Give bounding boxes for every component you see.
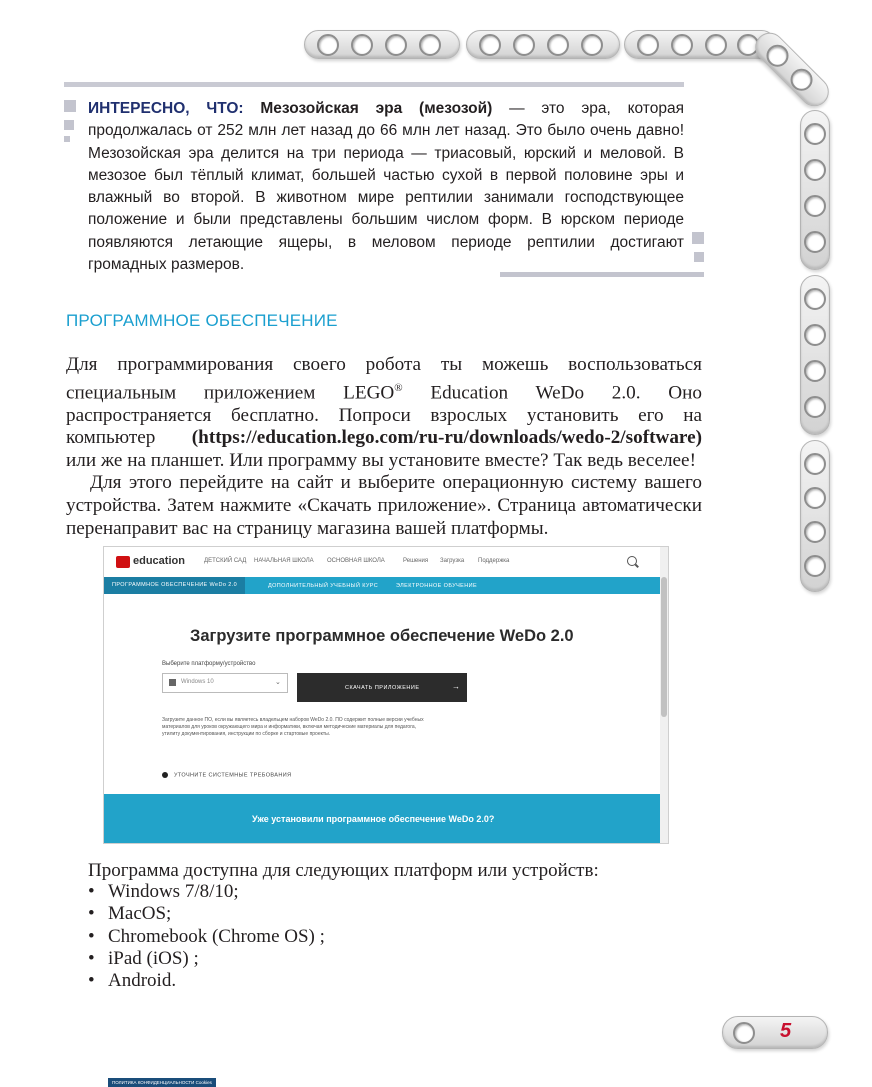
platform-select-value: Windows 10 [181, 679, 214, 685]
lego-logo-icon [116, 556, 130, 568]
list-item: • iPad (iOS) ; [88, 948, 325, 970]
list-item: • Windows 7/8/10; [88, 881, 325, 903]
site-tabs [104, 577, 660, 594]
page-number-beam [722, 1016, 828, 1049]
site-logo: education [133, 555, 185, 567]
lego-beam-decoration [749, 27, 835, 113]
site-nav [104, 547, 660, 577]
p1-before: Для программирования своего робота ты можешь воспользоваться специальным приложением LEGO [66, 354, 702, 403]
tab-software: ПРОГРАММНОЕ ОБЕСПЕЧЕНИЕ WeDo 2.0 [104, 577, 245, 594]
already-installed-text: Уже установили программное обеспечение WeDo 2.0? [252, 814, 495, 824]
windows-icon [169, 679, 176, 686]
lego-beam-decoration [800, 440, 830, 592]
platform-select [162, 673, 288, 693]
lego-beam-decoration [800, 275, 830, 435]
scrollbar [660, 547, 668, 843]
body-text [66, 354, 702, 540]
privacy-footer: ПОЛИТИКА КОНФИДЕНЦИАЛЬНОСТИ Cookies [108, 1078, 216, 1087]
registered-mark: ® [394, 381, 403, 394]
lego-beam-decoration [624, 30, 776, 59]
chevron-down-icon: ⌄ [275, 679, 281, 686]
nav-link: Решения [403, 558, 429, 564]
nav-link: Поддержка [478, 558, 510, 564]
scrollbar-thumb [661, 577, 667, 717]
p1-middle: Education WeDo 2.0. Оно распространяется бесплатно. Попроси взрослых установить его на компьютер [66, 381, 702, 449]
platform-select-label: Выберите платформу/устройство [162, 661, 256, 667]
system-requirements-link [162, 772, 291, 778]
software-url: (https://education.lego.com/ru-ru/downloads/wedo-2/software) [191, 427, 702, 449]
platforms-intro: Программа доступна для следующих платформ или устройств: [88, 860, 599, 881]
info-body: — это эра, которая продолжалась от 252 млн лет назад до 66 млн лет назад. Это было очень давно! Мезозойская эра делится на три периода — триасовый, юрский и меловой. В мезозое был тёплый климат, большей частью сухой в первой половине эры и влажный во второй. В животном мире рептилии занимали господствующее положение и были представлены большим числом форм. В юрском периоде появляются летающие ящеры, в меловом периоде рептилии достигают громадных размеров. [88, 100, 684, 274]
info-term: Мезозойская эра (мезозой) [260, 100, 493, 117]
p1-after: или же на планшет. Или программу вы установите вместе? Так ведь веселее! [66, 449, 696, 471]
list-item: • Android. [88, 970, 325, 992]
search-icon [627, 556, 637, 566]
nav-link: НАЧАЛЬНАЯ ШКОЛА [254, 558, 314, 564]
lego-beam-decoration [466, 30, 620, 59]
list-item: • MacOS; [88, 903, 325, 925]
nav-link: ДЕТСКИЙ САД [204, 558, 247, 564]
paragraph-2: Для этого перейдите на сайт и выберите операционную систему вашего устройства. Затем нажмите «Скачать приложение». Страница автоматически перенаправит вас на страницу магазина вашей платформы. [66, 472, 702, 539]
arrow-right-icon: → [452, 682, 460, 691]
lego-beam-decoration [800, 110, 830, 270]
info-box-text [88, 98, 684, 276]
system-requirements-label: УТОЧНИТЕ СИСТЕМНЫЕ ТРЕБОВАНИЯ [174, 772, 292, 779]
nav-link: Загрузка [440, 558, 465, 564]
section-title: ПРОГРАММНОЕ ОБЕСПЕЧЕНИЕ [66, 311, 338, 330]
lego-beam-decoration [304, 30, 460, 59]
nav-link: ОСНОВНАЯ ШКОЛА [327, 558, 385, 564]
info-lead: ИНТЕРЕСНО, ЧТО: [88, 100, 244, 117]
list-item: • Chromebook (Chrome OS) ; [88, 926, 325, 948]
download-app-button [297, 673, 467, 702]
screenshot-heading: Загрузите программное обеспечение WeDo 2.0 [190, 627, 574, 645]
platforms-list [88, 881, 325, 992]
page-number: 5 [780, 1020, 792, 1042]
bullet-icon [162, 772, 168, 778]
screenshot-description: Загрузите данное ПО, если вы являетесь владельцем наборов WeDo 2.0. ПО содержит полные версии учебных материалов для уроков окружающего мира и информатики, включая методические материалы для педагога, утилиту документирования, инструкции по сборке и стартовые проекты. [162, 717, 424, 737]
tab-e-learning: ЭЛЕКТРОННОЕ ОБУЧЕНИЕ [396, 583, 478, 589]
paragraph-1 [66, 354, 702, 472]
tab-extra-course: ДОПОЛНИТЕЛЬНЫЙ УЧЕБНЫЙ КУРС [268, 583, 379, 589]
download-app-label: СКАЧАТЬ ПРИЛОЖЕНИЕ [345, 685, 420, 691]
